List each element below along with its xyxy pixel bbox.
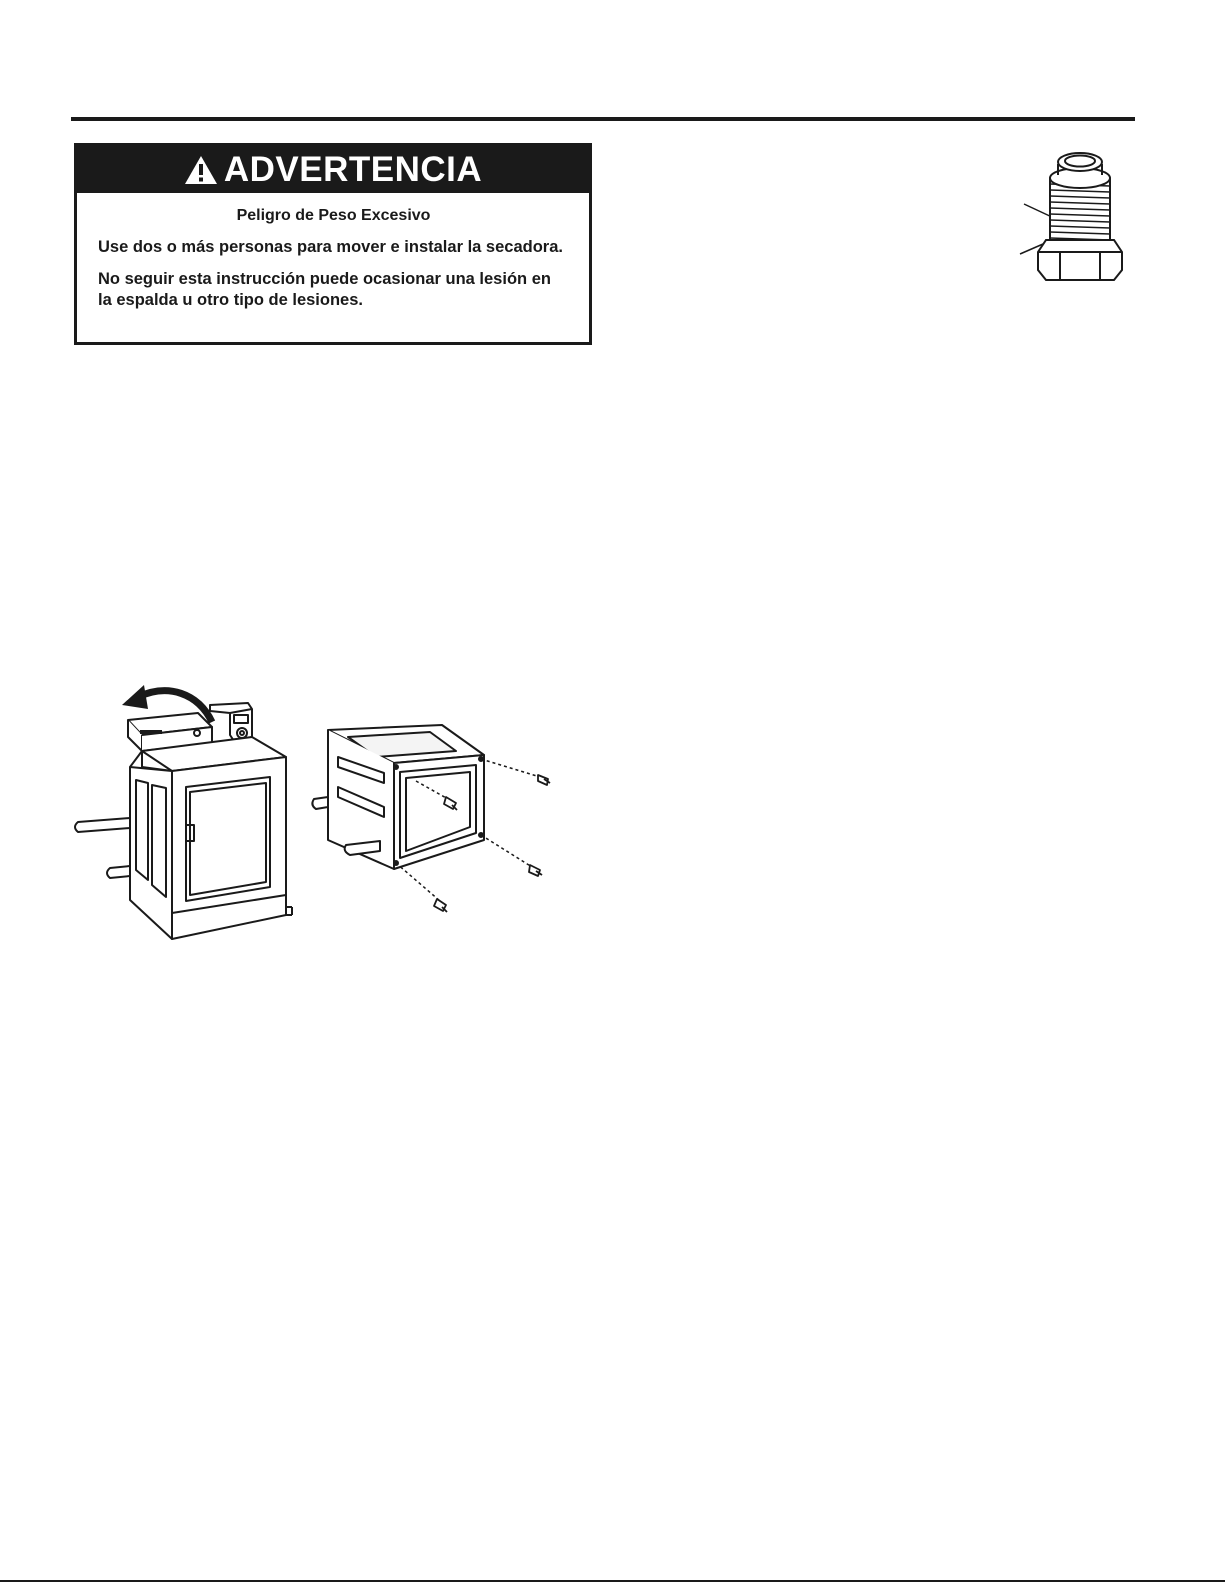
warning-box [74, 143, 592, 345]
warning-title: ADVERTENCIA [223, 149, 483, 189]
warning-instruction: Use dos o más personas para mover e instalar la secadora. [98, 238, 563, 256]
dryer-removal-illustration [70, 675, 560, 960]
hazard-name: Peligro de Peso Excesivo [236, 207, 431, 224]
warning-triangle-icon [184, 155, 218, 185]
bottom-rule [0, 1580, 1225, 1582]
warning-consequence: No seguir esta instrucción puede ocasionar una lesión en la espalda u otro tipo de lesiones. [98, 270, 551, 309]
top-rule [71, 117, 1135, 121]
warning-header [77, 146, 589, 193]
warning-body [77, 193, 589, 311]
leveling-leg-illustration [1010, 140, 1126, 285]
